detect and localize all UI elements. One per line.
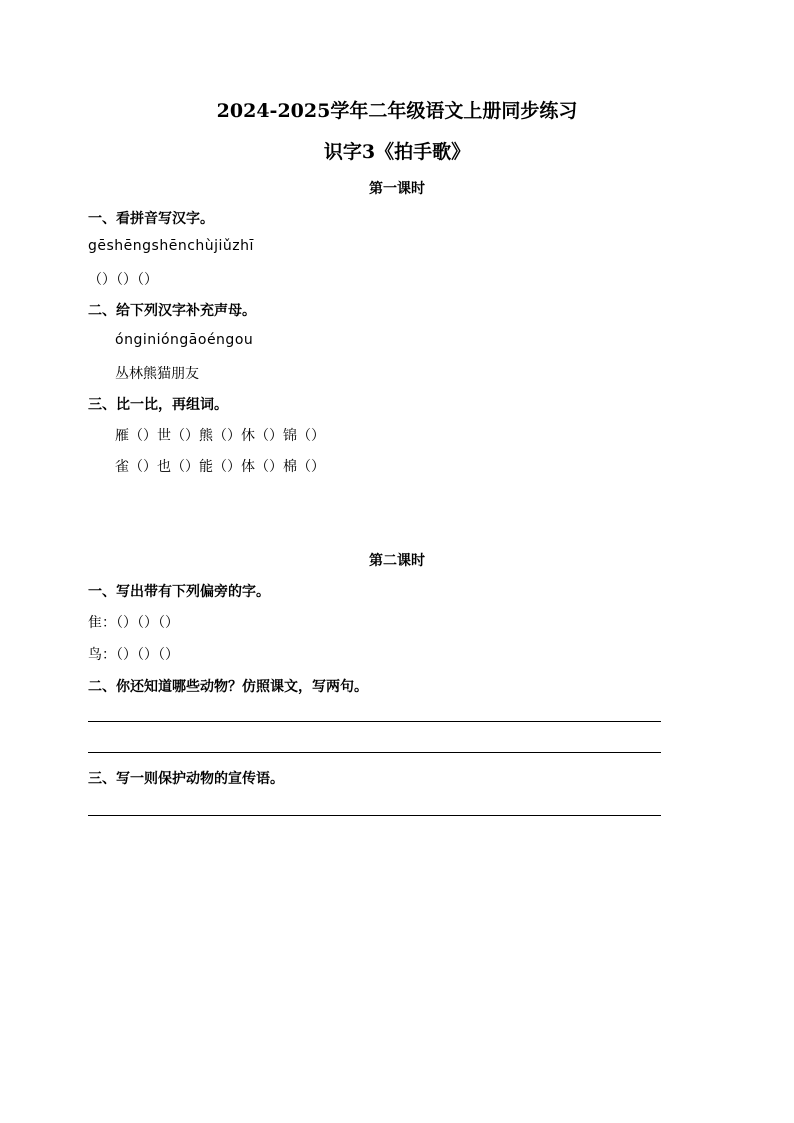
- lesson1-q1-pinyin: gēshēngshēnchùjiǔzhī: [88, 238, 254, 254]
- lesson1-heading: 第一课时: [369, 181, 425, 197]
- lesson1-q3-row1: 雁（）世（）熊（）休（）锦（）: [115, 428, 325, 444]
- lesson1-q3-title: 三、比一比，再组词。: [88, 397, 228, 413]
- lesson1-q2-pinyin: ónginióngāoéngou: [115, 332, 254, 348]
- lesson2-heading: 第二课时: [369, 553, 425, 569]
- lesson2-q2-title: 二、你还知道哪些动物？仿照课文，写两句。: [88, 679, 368, 695]
- lesson1-q2-title: 二、给下列汉字补充声母。: [88, 303, 256, 319]
- page-subtitle: 识字3《拍手歌》: [323, 141, 471, 163]
- lesson2-q1-row2: 鸟：（）（）（）: [88, 647, 179, 663]
- answer-line[interactable]: [88, 815, 661, 816]
- lesson1-q2-chars: 丛林熊猫朋友: [115, 366, 199, 382]
- answer-line[interactable]: [88, 752, 661, 753]
- lesson2-q1-row1: 隹：（）（）（）: [88, 615, 179, 631]
- answer-line[interactable]: [88, 721, 661, 722]
- lesson1-q3-row2: 雀（）也（）能（）体（）棉（）: [115, 459, 325, 475]
- page-title: 2024-2025学年二年级语文上册同步练习: [216, 100, 578, 122]
- lesson1-q1-title: 一、看拼音写汉字。: [88, 211, 214, 227]
- lesson2-q3-title: 三、写一则保护动物的宣传语。: [88, 771, 284, 787]
- lesson1-q1-blanks: （）（）（）: [88, 272, 158, 288]
- lesson2-q1-title: 一、写出带有下列偏旁的字。: [88, 584, 270, 600]
